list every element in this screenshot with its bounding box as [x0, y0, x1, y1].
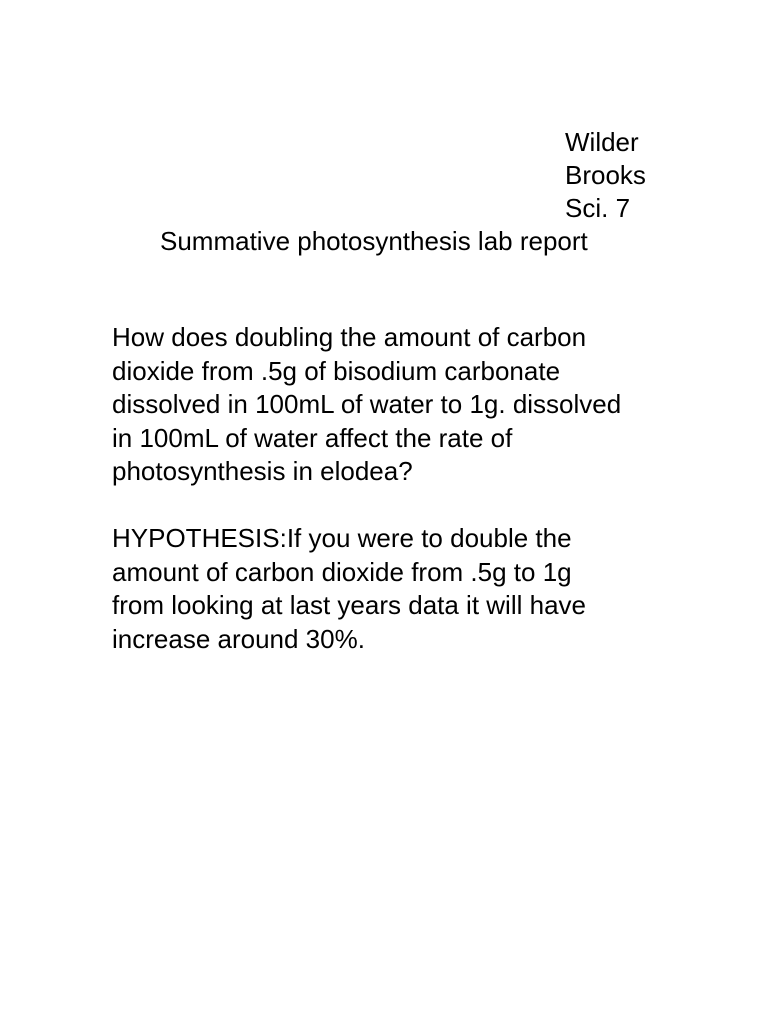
- author-first-name: Wilder: [565, 127, 639, 157]
- report-title: Summative photosynthesis lab report: [160, 226, 588, 256]
- question-line: photosynthesis in elodea?: [112, 456, 413, 486]
- hypothesis-line: increase around 30%.: [112, 623, 365, 654]
- class-name: Sci. 7: [565, 193, 631, 223]
- hypothesis-line: from looking at last years data it will have: [112, 590, 586, 620]
- hypothesis-line: amount of carbon dioxide from .5g to 1g: [112, 556, 572, 587]
- question-line: dioxide from .5g of bisodium carbonate: [112, 355, 561, 386]
- author-last-name: Brooks: [565, 160, 646, 190]
- research-question: [112, 321, 621, 489]
- question-line: dissolved in 100mL of water to 1g. dissolved: [112, 389, 622, 419]
- question-line: in 100mL of water affect the rate of: [112, 422, 513, 453]
- author-header: [565, 126, 646, 225]
- hypothesis-line: HYPOTHESIS:If you were to double the: [112, 523, 572, 553]
- hypothesis-paragraph: [112, 522, 586, 656]
- question-line: How does doubling the amount of carbon: [112, 322, 587, 352]
